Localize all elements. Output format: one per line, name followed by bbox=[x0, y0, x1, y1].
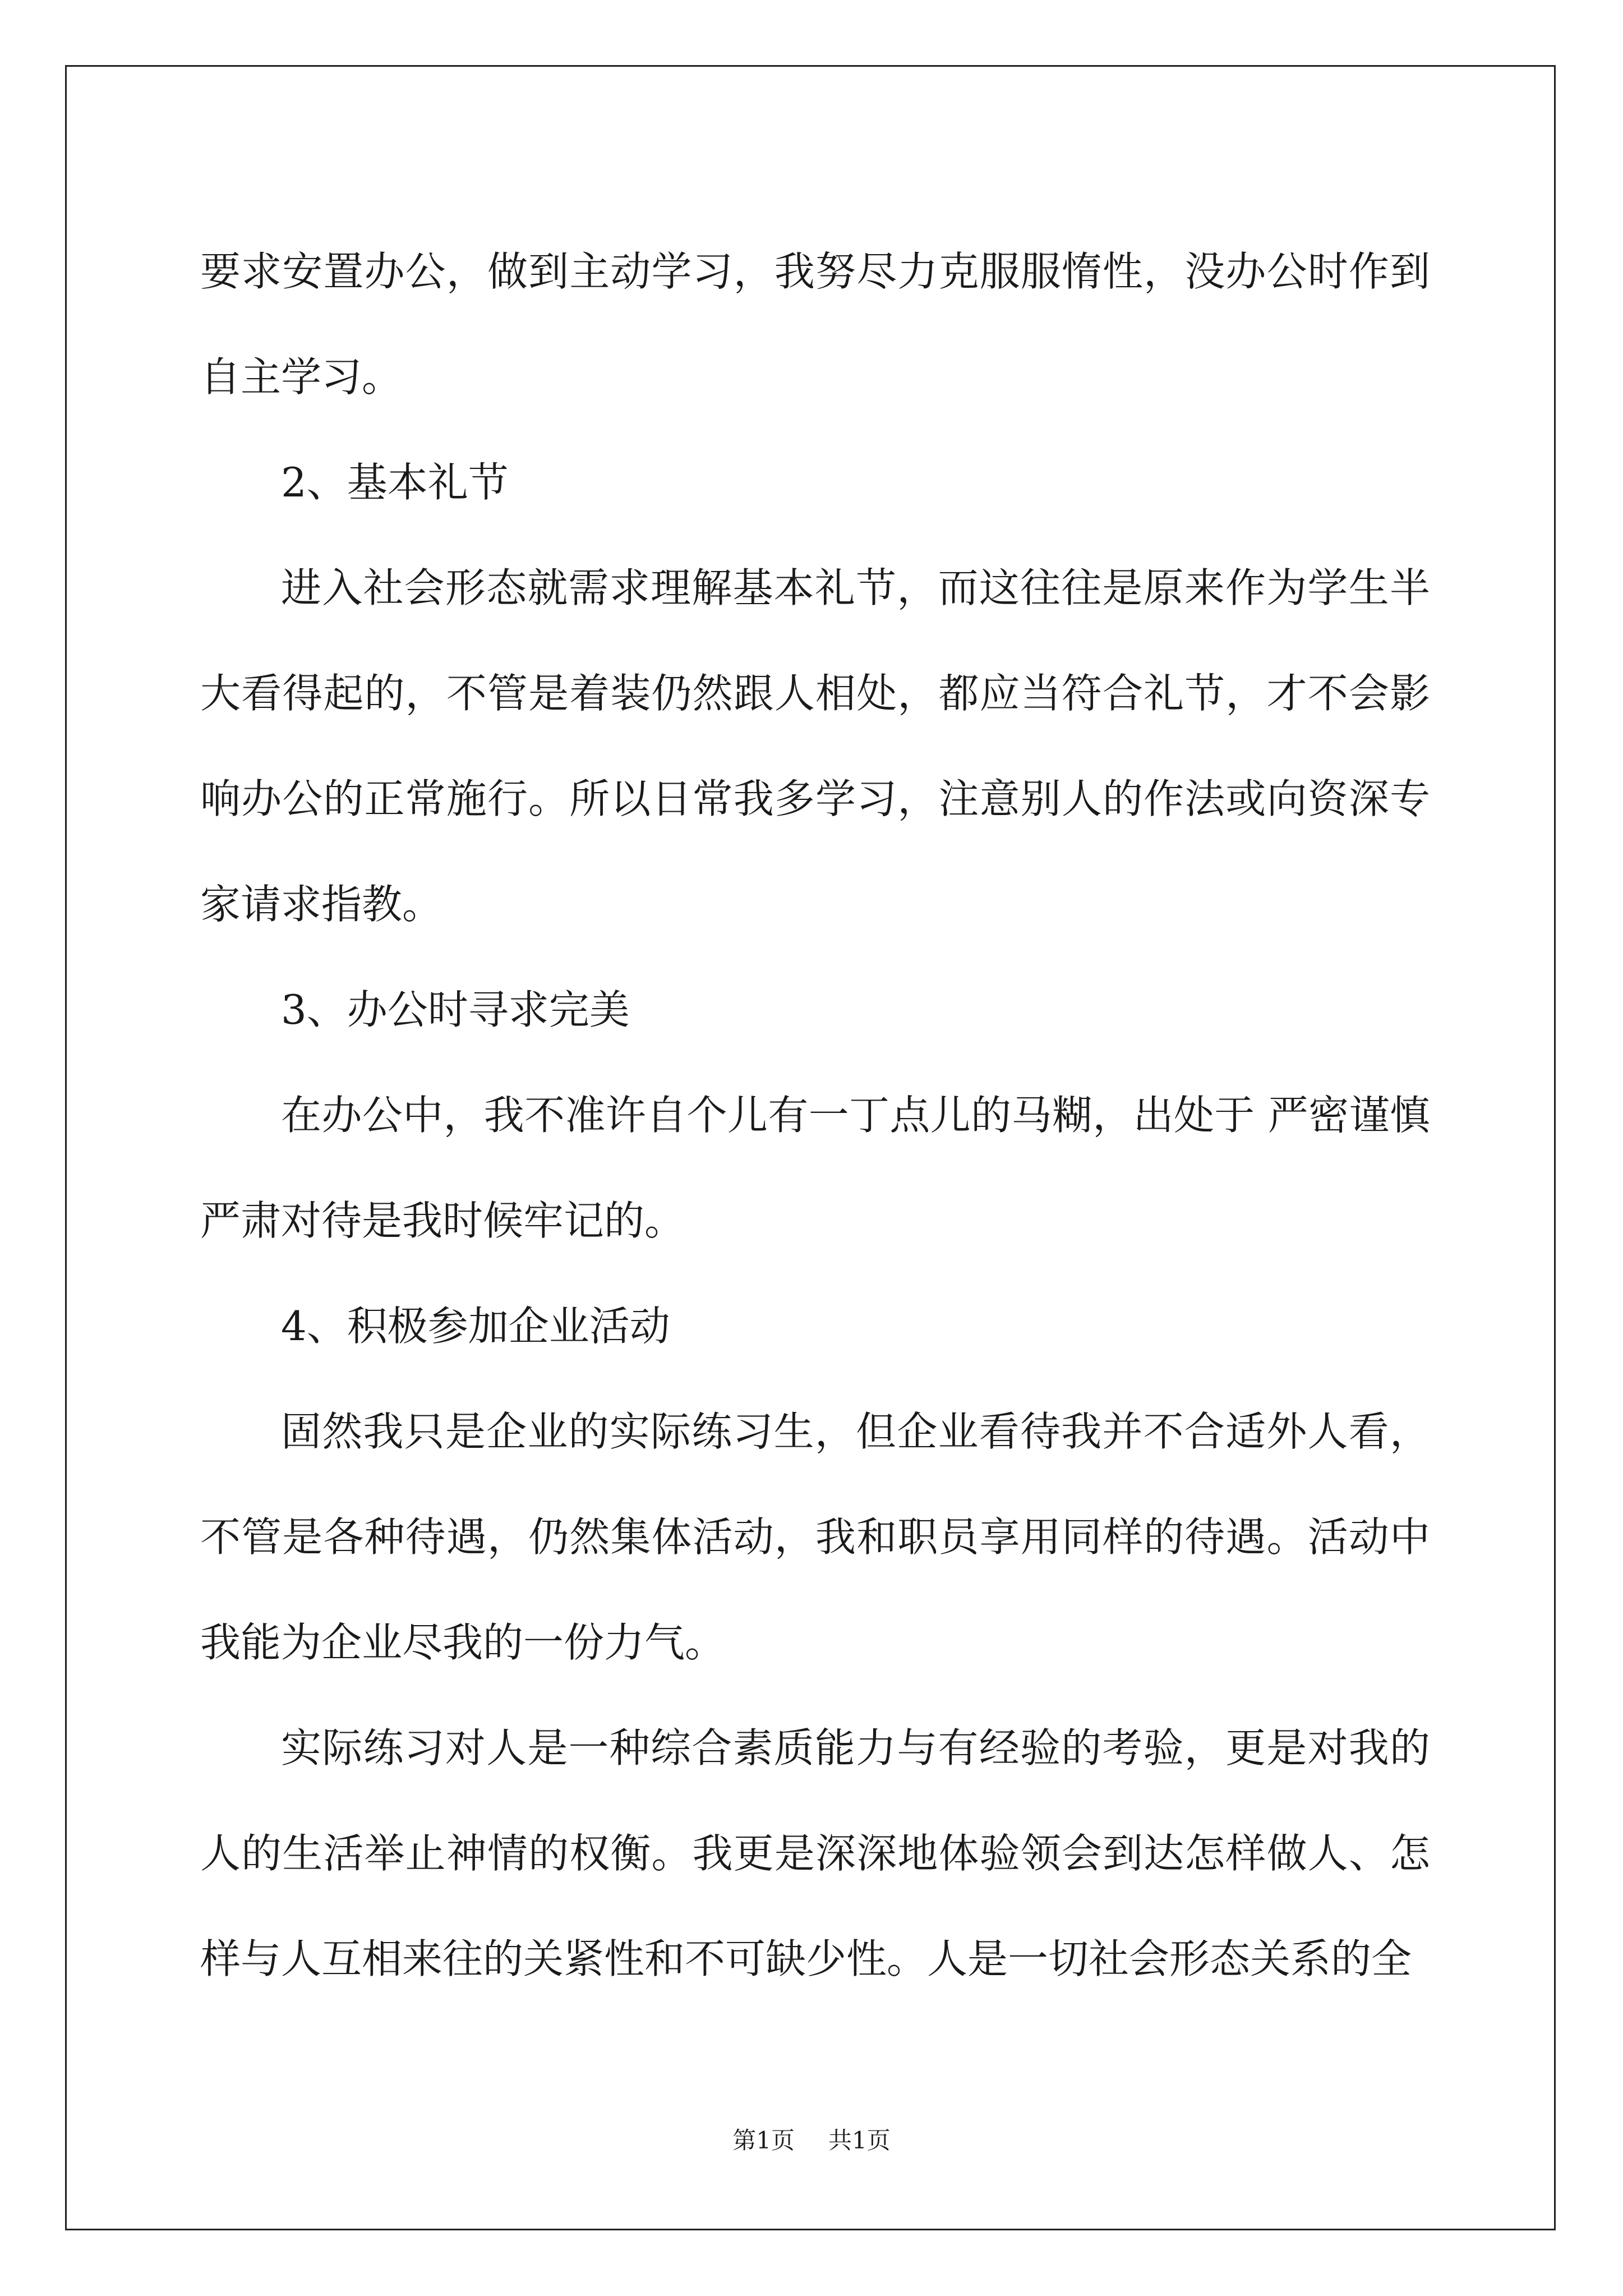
paragraph: 固然我只是企业的实际练习生，但企业看待我并不合适外人看，不管是各种待遇，仍然集体活动，我和职员享用同样的待遇。活动中我能为企业尽我的一份力气。 bbox=[200, 1408, 1430, 1666]
section-heading: 4、积极参加企业活动 bbox=[281, 1303, 670, 1350]
page-footer bbox=[0, 2124, 1623, 2157]
page-number: 第1页 bbox=[732, 2127, 795, 2154]
paragraph: 实际练习对人是一种综合素质能力与有经验的考验，更是对我的人的生活举止神情的权衡。我更是深深地体验领会到达怎样做人、怎样与人互相来往的关紧性和不可缺少性。人是一切社会形态关系的全 bbox=[200, 1724, 1430, 1982]
page-total: 共1页 bbox=[828, 2127, 891, 2154]
section-heading: 2、基本礼节 bbox=[281, 459, 509, 506]
document-body bbox=[200, 219, 1430, 2012]
paragraph: 进入社会形态就需求理解基本礼节，而这往往是原来作为学生半大看得起的，不管是着装仍然跟人相处，都应当符合礼节，才不会影响办公的正常施行。所以日常我多学习，注意别人的作法或向资深专家请求指教。 bbox=[200, 564, 1430, 928]
paragraph: 要求安置办公，做到主动学习，我努尽力克服服惰性，没办公时作到自主学习。 bbox=[200, 248, 1430, 401]
paragraph: 在办公中，我不准许自个儿有一丁点儿的马糊，出处于 严密谨慎严肃对待是我时候牢记的。 bbox=[200, 1092, 1430, 1244]
section-heading: 3、办公时寻求完美 bbox=[281, 986, 630, 1033]
